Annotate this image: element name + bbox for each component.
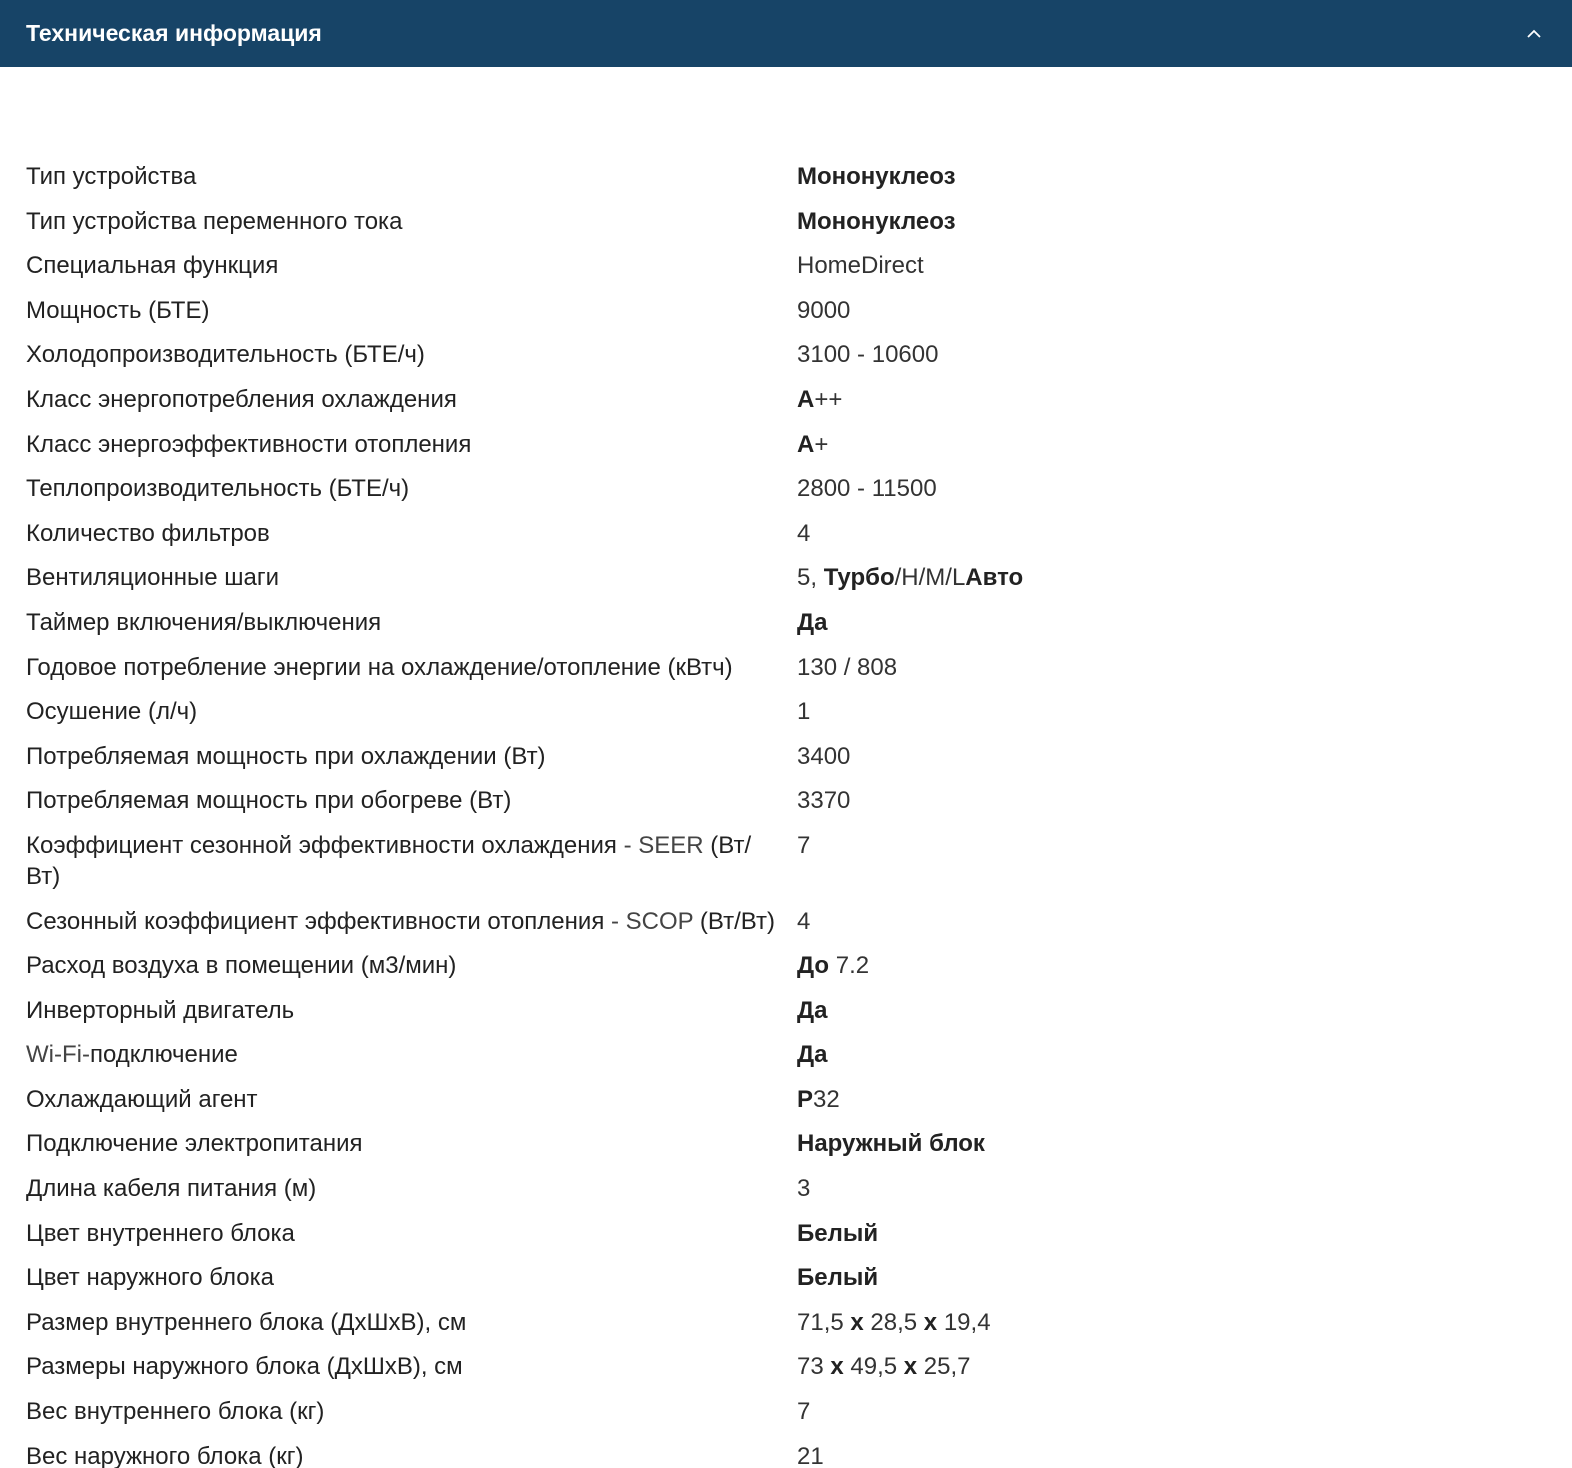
spec-label: Класс энергоэффективности отопления	[26, 430, 472, 458]
spec-row	[26, 1396, 1572, 1441]
value-part: 28,5	[863, 1308, 924, 1336]
label-part: - SCOP	[610, 907, 700, 935]
spec-row	[26, 473, 1572, 518]
spec-value: 9000	[797, 296, 851, 324]
spec-label: Потребляемая мощность при охлаждении (Вт)	[26, 742, 546, 770]
spec-row	[26, 384, 1572, 429]
spec-label	[26, 906, 797, 951]
spec-row	[26, 250, 1572, 295]
spec-label: Подключение электропитания	[26, 1130, 363, 1158]
spec-value: Мононуклеоз	[797, 163, 956, 190]
spec-value	[797, 950, 869, 981]
spec-table	[0, 67, 1572, 1468]
spec-label: Мощность (БТЕ)	[26, 296, 210, 324]
spec-value: Белый	[797, 1264, 879, 1292]
spec-row	[26, 785, 1572, 830]
value-bold: x	[850, 1308, 864, 1336]
spec-row	[26, 206, 1572, 251]
spec-label: Инверторный двигатель	[26, 996, 295, 1024]
spec-value: Белый	[797, 1219, 879, 1247]
spec-row	[26, 995, 1572, 1040]
spec-row	[26, 562, 1572, 607]
value-rest: ++	[814, 385, 843, 413]
spec-label: Цвет внутреннего блока	[26, 1219, 295, 1247]
spec-label: Осушение (л/ч)	[26, 698, 198, 726]
value-bold: Авто	[965, 564, 1024, 592]
spec-value	[797, 562, 1023, 593]
spec-row	[26, 830, 1572, 906]
spec-value	[797, 1351, 971, 1382]
spec-row	[26, 1128, 1572, 1173]
chevron-up-icon[interactable]	[1524, 24, 1544, 44]
label-part: Коэффициент сезонной эффективности охлаждения	[26, 831, 624, 859]
value-rest: +	[814, 430, 829, 458]
spec-label: Специальная функция	[26, 252, 279, 280]
spec-label: Тип устройства	[26, 163, 197, 190]
spec-row	[26, 652, 1572, 697]
value-bold: x	[830, 1353, 844, 1381]
label-part: подключение	[89, 1041, 238, 1069]
spec-label: Размеры наружного блока (ДxШxВ), см	[26, 1353, 463, 1381]
spec-label: Цвет наружного блока	[26, 1264, 274, 1292]
value-part: 19,4	[937, 1308, 991, 1336]
spec-value	[797, 1084, 840, 1115]
spec-row	[26, 1262, 1572, 1307]
spec-row	[26, 741, 1572, 786]
spec-row	[26, 1307, 1572, 1352]
value-bold: x	[903, 1353, 918, 1381]
spec-value: Да	[797, 608, 828, 636]
section-title: Техническая информация	[26, 20, 322, 46]
spec-value: 1	[797, 698, 811, 726]
spec-value: Да	[797, 1041, 828, 1069]
spec-value	[797, 1307, 991, 1338]
spec-row	[26, 696, 1572, 741]
spec-value: 7	[797, 1398, 811, 1426]
spec-value: 4	[797, 907, 811, 935]
spec-row	[26, 1218, 1572, 1263]
label-part: Сезонный коэффициент эффективности отопления	[26, 907, 611, 935]
value-part: 73	[797, 1353, 831, 1381]
value-bold: x	[923, 1308, 938, 1336]
value-bold: A	[797, 385, 815, 413]
label-part: (Вт/Вт)	[699, 907, 775, 935]
spec-label: Вес внутреннего блока (кг)	[26, 1398, 325, 1426]
spec-value: 3	[797, 1175, 811, 1203]
tech-info-header[interactable]	[0, 0, 1572, 67]
label-part: (Вт/Вт)	[26, 831, 752, 890]
spec-label: Потребляемая мощность при обогреве (Вт)	[26, 787, 512, 815]
spec-value: 130 / 808	[797, 653, 898, 681]
spec-row	[26, 1084, 1572, 1129]
spec-label: Холодопроизводительность (БТЕ/ч)	[26, 341, 425, 369]
spec-row	[26, 429, 1572, 474]
spec-label: Теплопроизводительность (БТЕ/ч)	[26, 475, 410, 503]
value-rest: 7.2	[829, 952, 870, 980]
spec-value: 3370	[797, 787, 851, 815]
spec-value	[797, 429, 828, 460]
spec-label: Длина кабеля питания (м)	[26, 1175, 317, 1203]
label-part: - SEER	[623, 831, 711, 859]
spec-label: Расход воздуха в помещении (м3/мин)	[26, 952, 457, 980]
spec-row	[26, 518, 1572, 563]
spec-label: Класс энергопотребления охлаждения	[26, 385, 457, 413]
spec-row	[26, 906, 1572, 951]
value-part: 25,7	[917, 1353, 971, 1381]
value-part: 5,	[797, 564, 824, 592]
spec-value: Наружный блок	[797, 1130, 985, 1158]
spec-value: HomeDirect	[797, 252, 924, 280]
spec-row	[26, 1441, 1572, 1468]
spec-value: 3100 - 10600	[797, 341, 939, 369]
label-part: Wi-Fi-	[26, 1041, 90, 1069]
spec-label: Охлаждающий агент	[26, 1085, 258, 1113]
value-bold: Р	[797, 1085, 814, 1113]
spec-row	[26, 607, 1572, 652]
value-part: 71,5	[797, 1308, 851, 1336]
spec-row	[26, 161, 1572, 206]
value-part: /H/M/L	[894, 564, 966, 592]
spec-value: Мононуклеоз	[797, 207, 956, 235]
spec-label	[26, 1039, 797, 1084]
value-bold: A	[797, 430, 815, 458]
value-part: 49,5	[843, 1353, 904, 1381]
spec-value: 3400	[797, 742, 851, 770]
spec-label: Количество фильтров	[26, 519, 270, 547]
spec-label: Годовое потребление энергии на охлаждение/отопление (кВтч)	[26, 653, 733, 681]
spec-label	[26, 830, 797, 906]
spec-row	[26, 1351, 1572, 1396]
spec-value: 2800 - 11500	[797, 475, 937, 503]
value-bold: Турбо	[823, 564, 895, 592]
spec-value: 21	[797, 1442, 824, 1468]
value-bold: До	[797, 952, 830, 980]
spec-label: Размер внутреннего блока (ДxШxВ), см	[26, 1308, 467, 1336]
spec-value: 7	[797, 831, 811, 859]
value-rest: 32	[813, 1085, 840, 1113]
spec-label: Вентиляционные шаги	[26, 564, 280, 592]
spec-row	[26, 295, 1572, 340]
spec-row	[26, 1039, 1572, 1084]
spec-label: Тип устройства переменного тока	[26, 207, 403, 235]
spec-label: Таймер включения/выключения	[26, 608, 382, 636]
spec-value: 4	[797, 519, 811, 547]
spec-value: Да	[797, 996, 828, 1024]
spec-row	[26, 950, 1572, 995]
spec-label: Вес наружного блока (кг)	[26, 1442, 304, 1468]
spec-row	[26, 339, 1572, 384]
spec-row	[26, 1173, 1572, 1218]
spec-value	[797, 384, 842, 415]
